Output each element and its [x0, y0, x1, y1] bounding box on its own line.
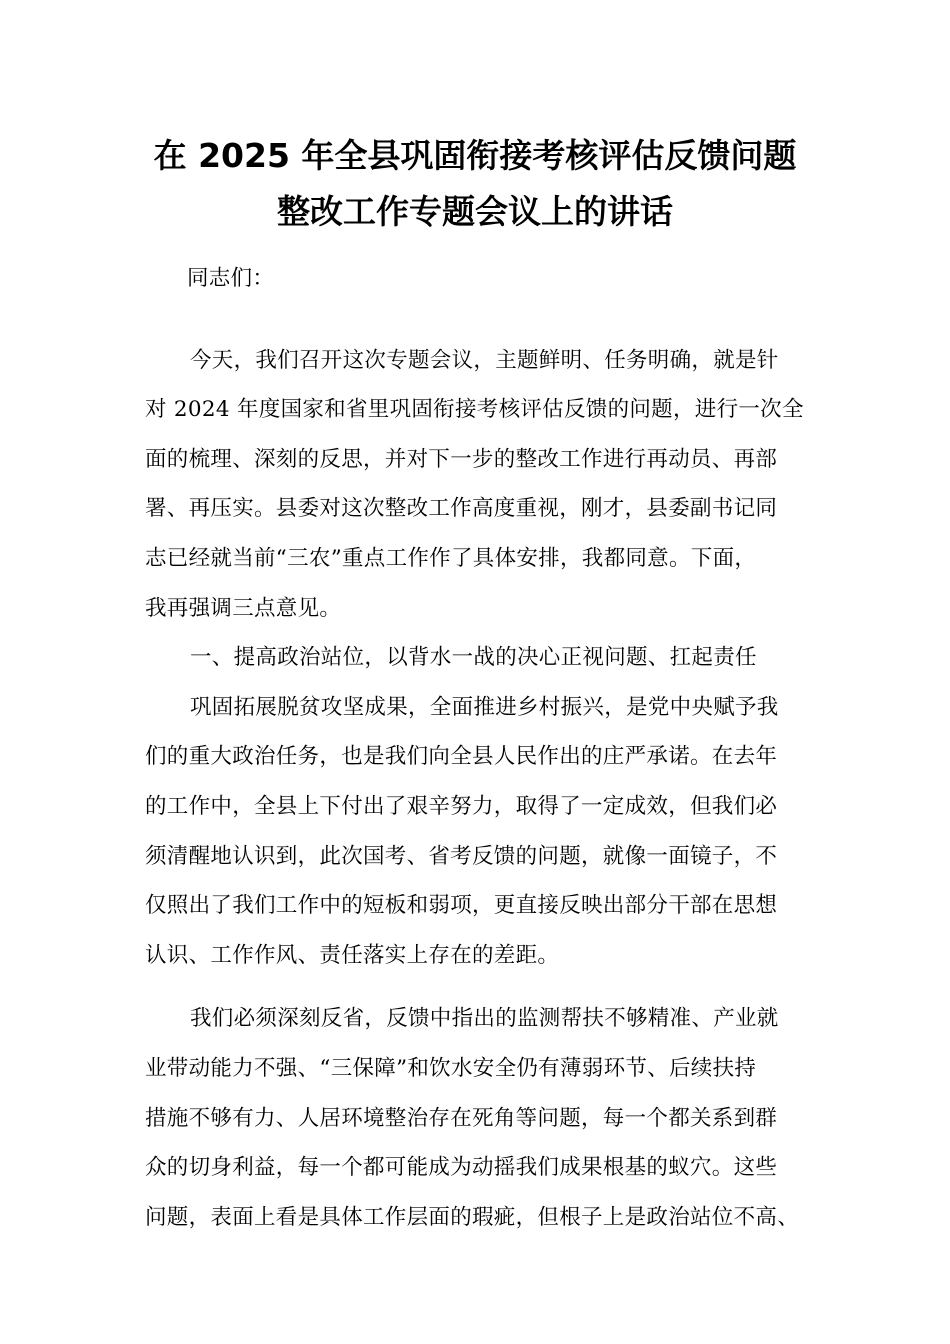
paragraph-1 [145, 336, 817, 634]
document-title [100, 128, 850, 240]
paragraph-3 [145, 994, 817, 1242]
paragraph-line: 我们必须深刻反省，反馈中指出的监测帮扶不够精准、产业就 [190, 1006, 779, 1032]
title-line-1: 在 2025 年全县巩固衔接考核评估反馈问题 [153, 136, 797, 175]
spacer [145, 304, 817, 336]
paragraph-line: 须清醒地认识到，此次国考、省考反馈的问题，就像一面镜子，不 [145, 843, 778, 869]
paragraph-line: 的工作中，全县上下付出了艰辛努力，取得了一定成效，但我们必 [145, 793, 778, 819]
paragraph-line: 措施不够有力、人居环境整治存在死角等问题，每一个都关系到群 [145, 1105, 778, 1131]
section-heading-1 [145, 633, 817, 683]
paragraph-line: 业带动能力不强、“三保障”和饮水安全仍有薄弱环节、后续扶持 [145, 1055, 757, 1081]
paragraph-line: 我再强调三点意见。 [145, 595, 342, 621]
paragraph-2 [145, 683, 817, 981]
section-heading: 一、提高政治站位，以背水一战的决心正视问题、扛起责任 [190, 645, 757, 671]
paragraph-line: 对 2024 年度国家和省里巩固衔接考核评估反馈的问题，进行一次全 [145, 397, 804, 423]
document-body [145, 254, 817, 1242]
paragraph-gap [145, 980, 817, 994]
paragraph-line: 署、再压实。县委对这次整改工作高度重视，刚才，县委副书记同 [145, 496, 778, 522]
paragraph-line: 问题，表面上看是具体工作层面的瑕疵，但根子上是政治站位不高、 [145, 1204, 800, 1230]
paragraph-line: 巩固拓展脱贫攻坚成果，全面推进乡村振兴，是党中央赋予我 [190, 694, 779, 720]
paragraph-line: 众的切身利益，每一个都可能成为动摇我们成果根基的蚁穴。这些 [145, 1155, 778, 1181]
paragraph-line: 认识、工作作风、责任落实上存在的差距。 [145, 942, 560, 968]
salutation: 同志们： [187, 266, 275, 291]
paragraph-line: 们的重大政治任务，也是我们向全县人民作出的庄严承诺。在去年 [145, 744, 778, 770]
paragraph-line: 仅照出了我们工作中的短板和弱项，更直接反映出部分干部在思想 [145, 893, 778, 919]
paragraph-line: 面的梳理、深刻的反思，并对下一步的整改工作进行再动员、再部 [145, 446, 778, 472]
paragraph-line: 志已经就当前“三农”重点工作作了具体安排，我都同意。下面， [145, 545, 757, 571]
paragraph-line: 今天，我们召开这次专题会议，主题鲜明、任务明确，就是针 [190, 347, 779, 373]
title-line-2: 整改工作专题会议上的讲话 [277, 192, 673, 231]
